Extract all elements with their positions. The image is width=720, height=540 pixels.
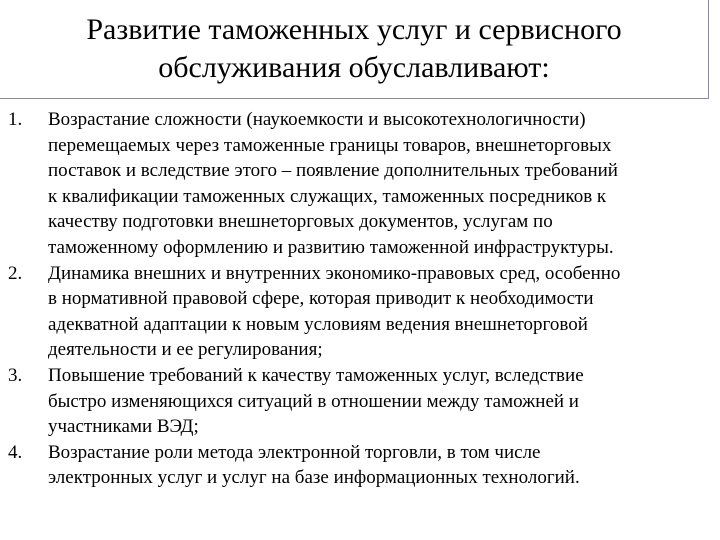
list-item-text [48, 107, 710, 261]
text-line: поставок и вследствие этого – появление дополнительных требований [48, 160, 618, 182]
text-line: адекватной адаптации к новым условиям ведения внешнеторговой [48, 313, 588, 335]
text-line: к квалификации таможенных служащих, таможенных посредников к [48, 185, 607, 207]
text-line: таможенному оформлению и развитию таможенной инфраструктуры. [48, 236, 614, 258]
list-item-text [48, 440, 710, 491]
text-line: Возрастание сложности (наукоемкости и высокотехнологичности) [48, 109, 586, 130]
list-item-number: 2. [8, 262, 23, 284]
title-line: обслуживания обуславливают: [158, 51, 550, 84]
text-line: электронных услуг и услуг на базе информационных технологий. [48, 467, 580, 489]
numbered-list [8, 107, 710, 491]
text-line: Динамика внешних и внутренних экономико-правовых сред, особенно [48, 262, 621, 284]
list-item-number: 1. [8, 109, 23, 130]
list-item [8, 261, 710, 363]
list-item [8, 363, 710, 440]
title-line: Развитие таможенных услуг и сервисного [86, 13, 622, 46]
slide-title [0, 0, 709, 99]
text-line: качеству подготовки внешнеторговых документов, услугам по [48, 211, 553, 233]
text-line: Повышение требований к качеству таможенных услуг, вследствие [48, 364, 584, 386]
text-line: быстро изменяющихся ситуаций в отношении между таможней и [48, 390, 579, 412]
list-item-number: 4. [8, 441, 23, 463]
list-item-number: 3. [8, 364, 23, 386]
text-line: перемещаемых через таможенные границы товаров, внешнеторговых [48, 134, 612, 156]
text-line: деятельности и ее регулирования; [48, 339, 323, 361]
list-item-text [48, 261, 710, 363]
list-item [8, 440, 710, 491]
list-item-text [48, 363, 710, 440]
text-line: в нормативной правовой сфере, которая приводит к необходимости [48, 288, 594, 310]
text-line: участниками ВЭД; [48, 416, 199, 438]
text-line: Возрастание роли метода электронной торговли, в том числе [48, 441, 541, 463]
list-item [8, 107, 710, 261]
